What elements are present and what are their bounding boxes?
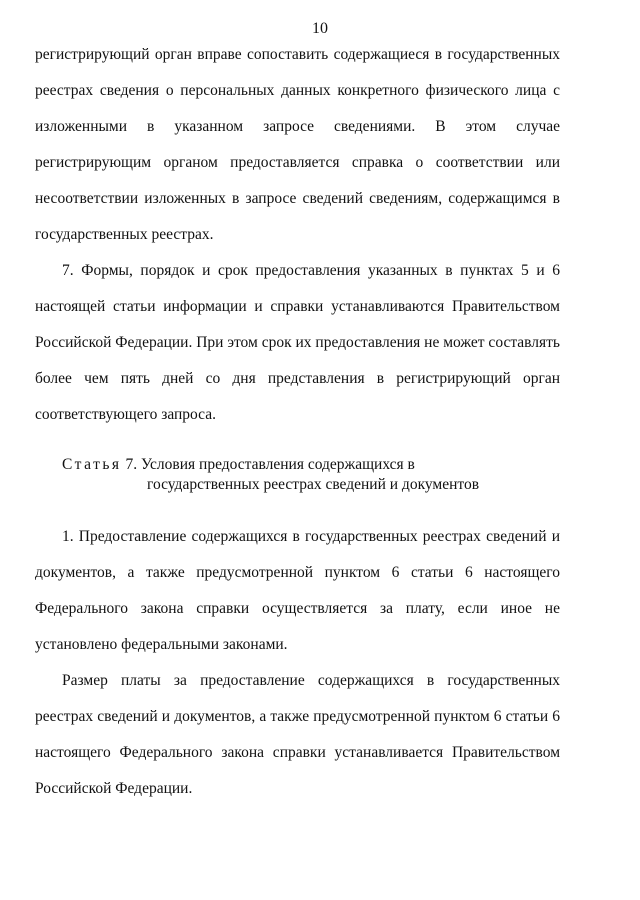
paragraph-line: реестрах сведения о персональных данных конкретного физического лица с <box>35 82 560 99</box>
paragraph-line: 1. Предоставление содержащихся в государственных реестрах сведений и <box>62 528 560 545</box>
paragraph-line: 7. Формы, порядок и срок предоставления указанных в пунктах 5 и 6 <box>62 262 560 279</box>
paragraph-line: установлено федеральными законами. <box>35 636 288 653</box>
paragraph-line: более чем пять дней со дня представления в регистрирующий орган <box>35 370 560 387</box>
paragraph-line: изложенными в указанном запросе сведениями. В этом случае <box>35 118 560 135</box>
paragraph-line: настоящей статьи информации и справки устанавливаются Правительством <box>35 298 560 315</box>
paragraph-line: реестрах сведений и документов, а также предусмотренной пунктом 6 статьи 6 <box>35 708 560 725</box>
paragraph-line: регистрирующим органом предоставляется справка о соответствии или <box>35 154 560 171</box>
paragraph-line: регистрирующий орган вправе сопоставить содержащиеся в государственных <box>35 46 560 63</box>
paragraph-line: Федерального закона справки осуществляется за плату, если иное не <box>35 600 560 617</box>
paragraph-line: соответствующего запроса. <box>35 406 217 423</box>
paragraph-line: документов, а также предусмотренной пунктом 6 статьи 6 настоящего <box>35 564 560 581</box>
article-title: 7. Условия предоставления содержащихся в <box>125 456 415 473</box>
article-heading <box>62 455 415 475</box>
page-number: 10 <box>312 20 328 37</box>
paragraph-line: государственных реестрах. <box>35 226 214 243</box>
paragraph-line: Размер платы за предоставление содержащихся в государственных <box>62 672 560 689</box>
article-title-line2: государственных реестрах сведений и документов <box>147 476 480 493</box>
paragraph-line: Российской Федерации. <box>35 780 193 797</box>
paragraph-line: Российской Федерации. При этом срок их предоставления не может составлять <box>35 334 560 351</box>
paragraph-line: настоящего Федерального закона справки устанавливается Правительством <box>35 744 560 761</box>
article-word: Статья <box>62 456 122 473</box>
paragraph-line: несоответствии изложенных в запросе сведений сведениям, содержащимся в <box>35 190 560 207</box>
